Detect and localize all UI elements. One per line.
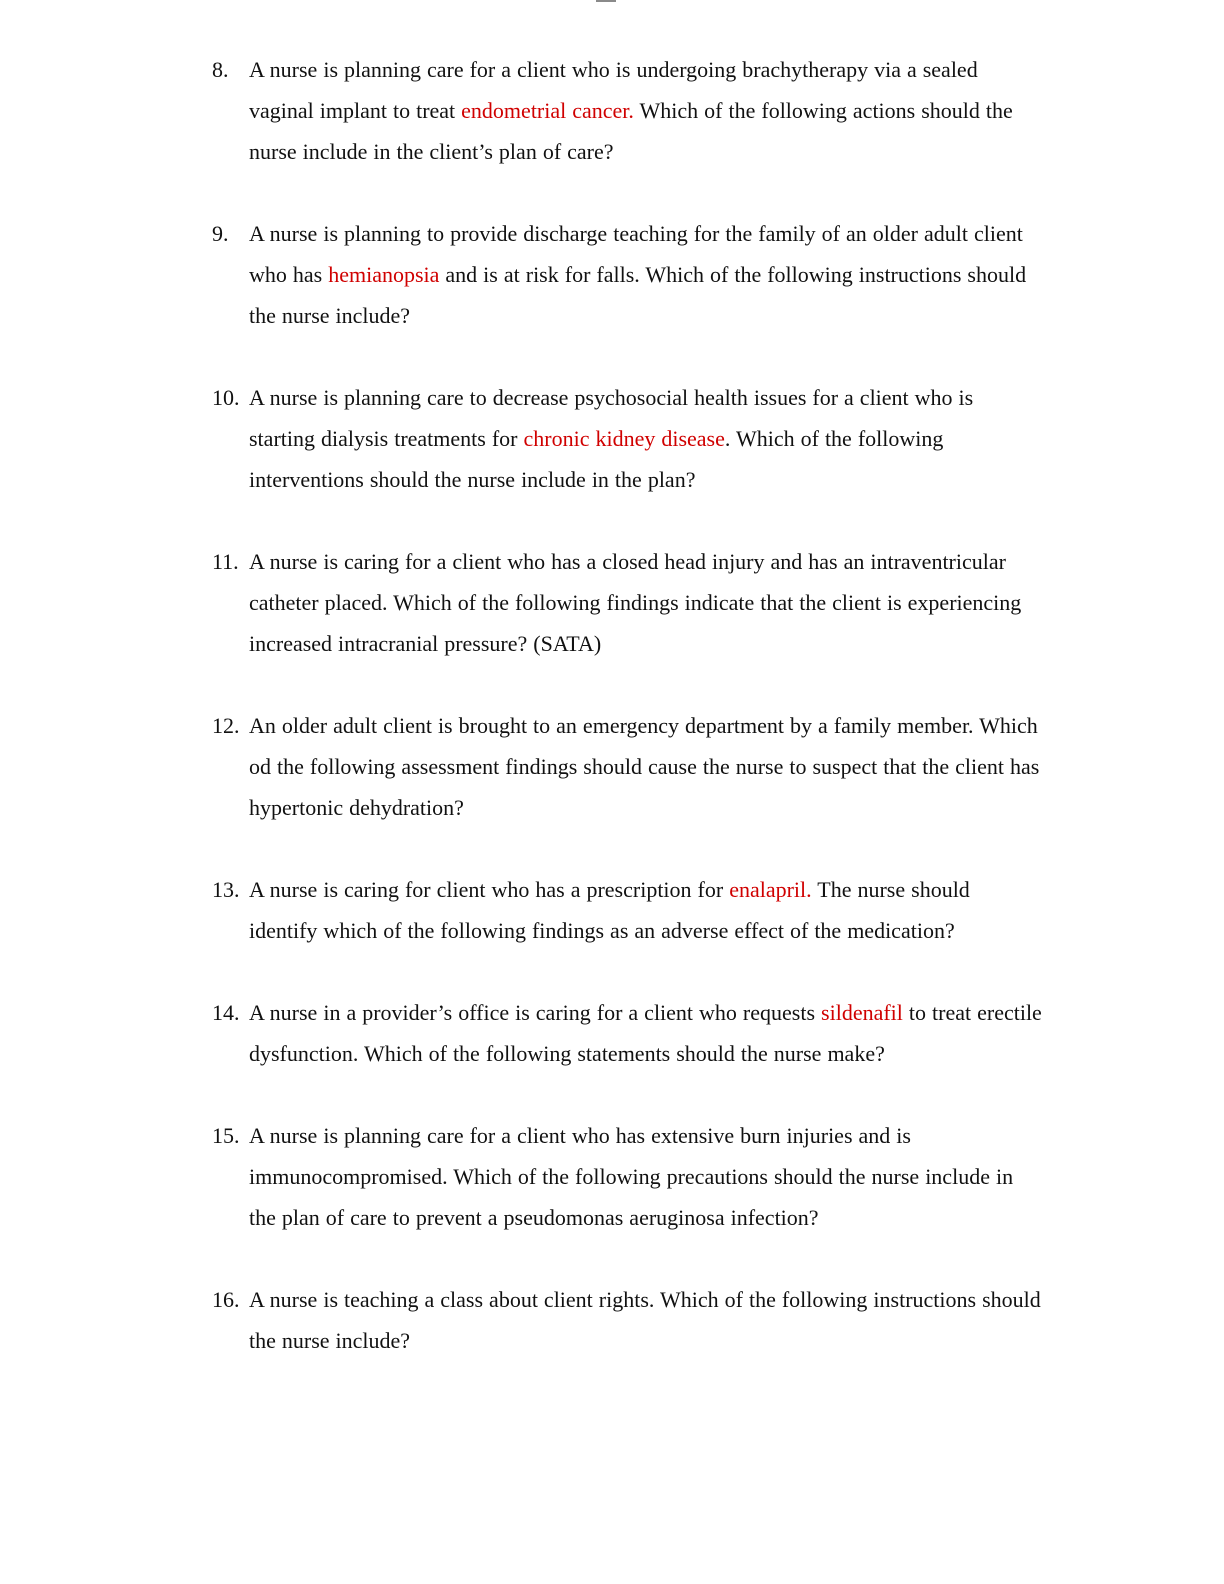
question-text: A nurse is caring for a client who has a closed head injury and has an intraventricular catheter placed. Which of the following findings indicate that the client is experiencing increased intracranial pressure? (SATA) — [249, 549, 1022, 656]
question-text — [249, 213, 1042, 336]
question-15 — [212, 1115, 1042, 1238]
question-number: 10. — [212, 385, 240, 410]
question-text-segment: and is at risk for falls. Which of the following instructions should the nurse include? — [249, 262, 1027, 328]
question-text-segment: The nurse should identify which of the following findings as an adverse effect of the medication? — [249, 877, 970, 943]
highlighted-term: endometrial cancer. — [461, 98, 634, 123]
highlighted-term: hemianopsia — [328, 262, 440, 287]
question-text: A nurse is teaching a class about client rights. Which of the following instructions should the nurse include? — [249, 1287, 1041, 1353]
question-text: A nurse is planning care for a client who has extensive burn injuries and is immunocompromised. Which of the following precautions should the nurse include in the plan of care to prevent a pseudomonas aeruginosa infection? — [249, 1123, 1014, 1230]
question-14 — [212, 992, 1042, 1074]
question-number: 16. — [212, 1287, 240, 1312]
question-text-segment: A nurse is caring for client who has a prescription for — [249, 877, 730, 902]
question-text-segment: A nurse is planning care to decrease psychosocial health issues for a client who is starting dialysis treatments for — [249, 385, 974, 451]
question-8 — [212, 49, 1042, 172]
question-text-segment: A nurse in a provider’s office is caring for a client who requests — [249, 1000, 822, 1025]
question-number: 9. — [212, 221, 229, 246]
question-text-segment: Which of the following actions should the nurse include in the client’s plan of care? — [249, 98, 1013, 164]
question-number: 11. — [212, 549, 239, 574]
question-9 — [212, 213, 1042, 336]
question-text — [249, 869, 1042, 951]
highlighted-term: chronic kidney disease — [523, 426, 725, 451]
question-10 — [212, 377, 1042, 500]
question-text — [249, 992, 1042, 1074]
question-number: 12. — [212, 713, 240, 738]
question-text: An older adult client is brought to an emergency department by a family member. Which od the following assessment findings should cause the nurse to suspect that the client has hypertonic dehydration? — [249, 713, 1040, 820]
question-11 — [212, 541, 1042, 664]
question-number: 13. — [212, 877, 240, 902]
question-text — [249, 377, 1042, 500]
question-text — [249, 49, 1042, 172]
question-12 — [212, 705, 1042, 828]
question-number: 15. — [212, 1123, 240, 1148]
question-number: 14. — [212, 1000, 240, 1025]
question-text-segment: A nurse is planning to provide discharge teaching for the family of an older adult client who has — [249, 221, 1023, 287]
highlighted-term: enalapril. — [729, 877, 812, 902]
question-number: 8. — [212, 57, 229, 82]
question-13 — [212, 869, 1042, 951]
highlighted-term: sildenafil — [821, 1000, 903, 1025]
question-text-segment: to treat erectile dysfunction. Which of the following statements should the nurse make? — [249, 1000, 1042, 1066]
question-16 — [212, 1279, 1042, 1361]
question-text-segment: A nurse is planning care for a client who is undergoing brachytherapy via a sealed vaginal implant to treat — [249, 57, 978, 123]
question-text-segment: . Which of the following interventions should the nurse include in the plan? — [249, 426, 944, 492]
